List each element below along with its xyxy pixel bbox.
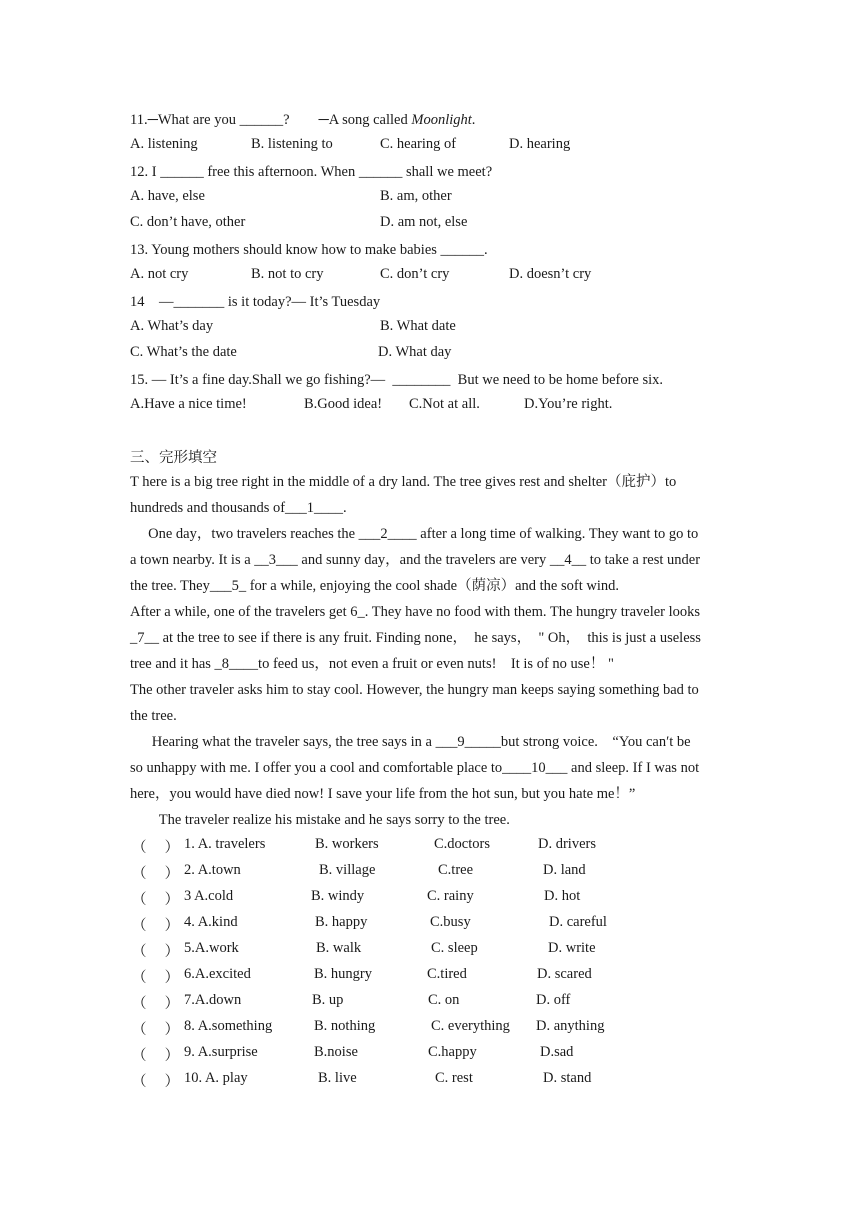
option-c: C. What’s the date xyxy=(130,344,237,360)
option-a: A. What’s day xyxy=(130,318,214,334)
option-b: B. What date xyxy=(380,318,456,334)
option-a: 5.A.work xyxy=(184,940,239,956)
passage-line: _7__ at the tree to see if there is any fruit. Finding none， he says， " Oh， this is just a useless xyxy=(130,630,701,646)
option-d: D. hearing xyxy=(509,136,571,152)
passage-line: here，you would have died now! I save your life from the hot sun, but you hate me！” xyxy=(130,786,636,802)
option-c: C.busy xyxy=(430,914,471,930)
question-15: 15. — It’s a fine day.Shall we go fishing?— ________ But we need to be home before six. xyxy=(130,372,664,388)
question-11 xyxy=(130,110,475,130)
answer-blank: （ ） xyxy=(132,866,180,882)
option-d: D. hot xyxy=(544,888,581,904)
option-b: B.noise xyxy=(314,1044,358,1060)
question-14: 14 —_______ is it today?— It’s Tuesday xyxy=(130,294,381,310)
option-c: C.tree xyxy=(438,862,474,878)
option-a: A. not cry xyxy=(130,266,189,282)
option-d: D. off xyxy=(536,992,571,1008)
option-c: C. sleep xyxy=(431,940,478,956)
passage-line: The other traveler asks him to stay cool. However, the hungry man keeps saying something bad to xyxy=(130,682,699,698)
option-c: C. don’t have, other xyxy=(130,214,246,230)
option-d: D. careful xyxy=(549,914,607,930)
passage-line: T here is a big tree right in the middle of a dry land. The tree gives rest and shelter（庇护）to xyxy=(130,474,677,490)
passage-line: tree and it has _8____to feed us，not even a fruit or even nuts! It is of no use！ " xyxy=(130,656,614,672)
option-a: A.Have a nice time! xyxy=(130,396,247,412)
option-a: 7.A.down xyxy=(184,992,242,1008)
answer-blank: （ ） xyxy=(132,1022,180,1038)
option-a: 10. A. play xyxy=(184,1070,248,1086)
option-c: C. on xyxy=(428,992,460,1008)
option-d: D. drivers xyxy=(538,836,596,852)
option-a: 9. A.surprise xyxy=(184,1044,258,1060)
option-b: B. am, other xyxy=(380,188,452,204)
option-d: D. What day xyxy=(378,344,452,360)
option-b: B. nothing xyxy=(314,1018,376,1034)
option-d: D.You’re right. xyxy=(524,396,613,412)
option-c: C.tired xyxy=(427,966,467,982)
option-b: B. listening to xyxy=(251,136,333,152)
option-a: 8. A.something xyxy=(184,1018,273,1034)
passage-line: The traveler realize his mistake and he says sorry to the tree. xyxy=(130,812,510,828)
option-b: B. walk xyxy=(316,940,362,956)
option-d: D. write xyxy=(548,940,596,956)
option-b: B. village xyxy=(319,862,376,878)
option-b: B. hungry xyxy=(314,966,372,982)
passage-line: so unhappy with me. I offer you a cool and comfortable place to____10___ and sleep. If I was not xyxy=(130,760,700,776)
passage-line: One day，two travelers reaches the ___2____ after a long time of walking. They want to go to xyxy=(130,526,699,542)
option-a: 2. A.town xyxy=(184,862,241,878)
option-a: A. have, else xyxy=(130,188,205,204)
question-11-italic: Moonlight xyxy=(411,112,472,128)
passage-line: Hearing what the traveler says, the tree says in a ___9_____but strong voice. “You can′t be xyxy=(130,734,691,750)
question-13: 13. Young mothers should know how to make babies ______. xyxy=(130,242,488,258)
option-c: C.happy xyxy=(428,1044,477,1060)
option-a: 6.A.excited xyxy=(184,966,251,982)
option-b: B. not to cry xyxy=(251,266,324,282)
option-c: C. rainy xyxy=(427,888,474,904)
option-a: 3 A.cold xyxy=(184,888,234,904)
answer-blank: （ ） xyxy=(132,1074,180,1090)
question-11-text: 11.─What are you ______? ─A song called xyxy=(130,112,412,128)
option-d: D. stand xyxy=(543,1070,592,1086)
passage-line: a town nearby. It is a __3___ and sunny day，and the travelers are very __4__ to take a rest under xyxy=(130,552,701,568)
option-c: C.Not at all. xyxy=(409,396,480,412)
option-c: C. hearing of xyxy=(380,136,457,152)
option-b: B.Good idea! xyxy=(304,396,383,412)
option-d: D.sad xyxy=(540,1044,574,1060)
passage-line: the tree. They___5_ for a while, enjoying the cool shade（荫凉）and the soft wind. xyxy=(130,578,619,594)
question-12: 12. I ______ free this afternoon. When ______ shall we meet? xyxy=(130,164,493,180)
option-d: D. am not, else xyxy=(380,214,468,230)
option-c: C.doctors xyxy=(434,836,490,852)
passage-line: After a while, one of the travelers get 6_. They have no food with them. The hungry traveler looks xyxy=(130,604,701,620)
answer-blank: （ ） xyxy=(132,944,180,960)
option-a: 1. A. travelers xyxy=(184,836,266,852)
option-d: D. scared xyxy=(537,966,592,982)
option-b: B. up xyxy=(312,992,344,1008)
option-c: C. rest xyxy=(435,1070,473,1086)
option-b: B. live xyxy=(318,1070,357,1086)
answer-blank: （ ） xyxy=(132,970,180,986)
option-a: 4. A.kind xyxy=(184,914,238,930)
answer-blank: （ ） xyxy=(132,1048,180,1064)
option-a: A. listening xyxy=(130,136,198,152)
option-d: D. anything xyxy=(536,1018,605,1034)
option-b: B. happy xyxy=(315,914,368,930)
answer-blank: （ ） xyxy=(132,840,180,856)
section-title-cloze: 三、完形填空 xyxy=(130,450,217,466)
answer-blank: （ ） xyxy=(132,996,180,1012)
option-b: B. windy xyxy=(311,888,365,904)
option-c: C. everything xyxy=(431,1018,510,1034)
answer-blank: （ ） xyxy=(132,918,180,934)
passage-line: hundreds and thousands of___1____. xyxy=(130,500,347,516)
option-d: D. doesn’t cry xyxy=(509,266,592,282)
question-11-end: . xyxy=(471,112,476,128)
passage-line: the tree. xyxy=(130,708,177,724)
option-d: D. land xyxy=(543,862,586,878)
option-c: C. don’t cry xyxy=(380,266,450,282)
option-b: B. workers xyxy=(315,836,379,852)
answer-blank: （ ） xyxy=(132,892,180,908)
